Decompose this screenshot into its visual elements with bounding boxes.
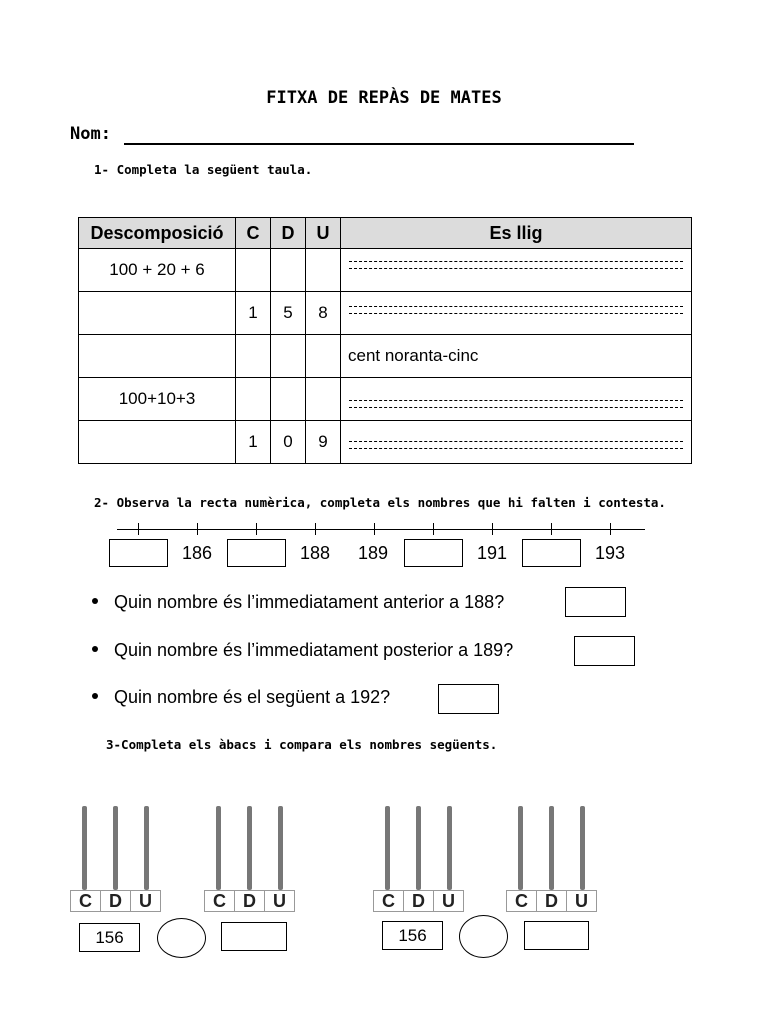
abacus-rod bbox=[144, 806, 149, 890]
cell-d[interactable]: 5 bbox=[271, 292, 306, 335]
abacus-rod bbox=[385, 806, 390, 890]
table-header-row bbox=[79, 218, 692, 249]
cell-c[interactable]: 1 bbox=[236, 421, 271, 464]
cell-u[interactable] bbox=[306, 378, 341, 421]
abacus-number-box[interactable] bbox=[221, 922, 287, 951]
number-line-tick bbox=[551, 523, 552, 535]
header-u: U bbox=[306, 218, 341, 249]
number-line-tick bbox=[374, 523, 375, 535]
cell-descomposicio[interactable] bbox=[79, 292, 236, 335]
question-item bbox=[92, 687, 390, 708]
cell-c[interactable] bbox=[236, 378, 271, 421]
abacus-label-u: U bbox=[264, 890, 295, 912]
question-text: Quin nombre és el següent a 192? bbox=[114, 687, 391, 707]
cell-es-llig[interactable] bbox=[341, 421, 692, 464]
answer-box[interactable] bbox=[438, 684, 499, 714]
bullet-icon bbox=[92, 598, 98, 604]
abacus-rod bbox=[247, 806, 252, 890]
header-d: D bbox=[271, 218, 306, 249]
abacus-label-d: D bbox=[100, 890, 130, 912]
table-row bbox=[79, 378, 692, 421]
number-line-tick bbox=[433, 523, 434, 535]
cell-c[interactable] bbox=[236, 335, 271, 378]
section1-instruction: 1- Completa la següent taula. bbox=[94, 162, 313, 177]
cell-d[interactable] bbox=[271, 249, 306, 292]
abacus-label-u: U bbox=[130, 890, 161, 912]
section3-instruction: 3-Completa els àbacs i compara els nombres següents. bbox=[106, 737, 498, 752]
cell-u[interactable]: 8 bbox=[306, 292, 341, 335]
abacus-number-box[interactable]: 156 bbox=[382, 921, 443, 950]
cell-es-llig[interactable]: cent noranta-cinc bbox=[341, 335, 692, 378]
comparison-circle[interactable] bbox=[157, 918, 206, 958]
question-text: Quin nombre és l’immediatament anterior a 188? bbox=[114, 592, 505, 612]
name-field-line[interactable] bbox=[124, 143, 634, 145]
abacus-base bbox=[506, 890, 597, 912]
abacus-label-c: C bbox=[70, 890, 100, 912]
number-line-tick bbox=[492, 523, 493, 535]
decomposition-table bbox=[78, 217, 692, 464]
cell-es-llig[interactable] bbox=[341, 378, 692, 421]
answer-line bbox=[349, 441, 683, 449]
abacus-rod bbox=[518, 806, 523, 890]
answer-box[interactable] bbox=[574, 636, 635, 666]
abacus-rod bbox=[416, 806, 421, 890]
abacus-label-c: C bbox=[204, 890, 234, 912]
cell-descomposicio[interactable] bbox=[79, 335, 236, 378]
abacus-rod bbox=[447, 806, 452, 890]
number-line-value: 191 bbox=[477, 543, 508, 563]
cell-descomposicio[interactable] bbox=[79, 421, 236, 464]
bullet-icon bbox=[92, 646, 98, 652]
number-line-blank[interactable] bbox=[404, 539, 463, 567]
question-text: Quin nombre és l’immediatament posterior a 189? bbox=[114, 640, 514, 660]
comparison-circle[interactable] bbox=[459, 915, 508, 958]
cell-c[interactable]: 1 bbox=[236, 292, 271, 335]
section2-instruction: 2- Observa la recta numèrica, completa els nombres que hi falten i contesta. bbox=[94, 495, 666, 510]
number-line-tick bbox=[256, 523, 257, 535]
abacus-rod bbox=[216, 806, 221, 890]
cell-es-llig[interactable] bbox=[341, 292, 692, 335]
number-line-tick bbox=[138, 523, 139, 535]
cell-d[interactable]: 0 bbox=[271, 421, 306, 464]
question-item bbox=[92, 592, 504, 613]
abacus-rod bbox=[549, 806, 554, 890]
abacus-rod bbox=[278, 806, 283, 890]
abacus-rod bbox=[113, 806, 118, 890]
question-item bbox=[92, 640, 513, 661]
abacus-label-d: D bbox=[403, 890, 433, 912]
abacus-number-box[interactable]: 156 bbox=[79, 923, 140, 952]
number-line-value: 193 bbox=[595, 543, 626, 563]
cell-c[interactable] bbox=[236, 249, 271, 292]
number-line-value: 189 bbox=[358, 543, 389, 563]
table-row bbox=[79, 249, 692, 292]
cell-u[interactable]: 9 bbox=[306, 421, 341, 464]
name-label: Nom: bbox=[70, 124, 111, 144]
bullet-icon bbox=[92, 693, 98, 699]
table-row bbox=[79, 292, 692, 335]
cell-d[interactable] bbox=[271, 378, 306, 421]
abacus-label-c: C bbox=[506, 890, 536, 912]
abacus-label-u: U bbox=[433, 890, 464, 912]
number-line-blank[interactable] bbox=[522, 539, 581, 567]
cell-es-llig[interactable] bbox=[341, 249, 692, 292]
answer-line bbox=[349, 400, 683, 408]
number-line-tick bbox=[610, 523, 611, 535]
abacus-number-box[interactable] bbox=[524, 921, 589, 950]
page-title: FITXA DE REPÀS DE MATES bbox=[266, 88, 502, 108]
number-line-value: 188 bbox=[300, 543, 331, 563]
cell-d[interactable] bbox=[271, 335, 306, 378]
answer-box[interactable] bbox=[565, 587, 626, 617]
abacus-rod bbox=[580, 806, 585, 890]
number-line-blank[interactable] bbox=[109, 539, 168, 567]
header-c: C bbox=[236, 218, 271, 249]
number-line-tick bbox=[197, 523, 198, 535]
answer-line bbox=[349, 261, 683, 269]
header-es-llig: Es llig bbox=[341, 218, 692, 249]
cell-u[interactable] bbox=[306, 335, 341, 378]
abacus-base bbox=[204, 890, 295, 912]
abacus-label-c: C bbox=[373, 890, 403, 912]
answer-line bbox=[349, 306, 683, 314]
table-row bbox=[79, 421, 692, 464]
abacus-label-d: D bbox=[234, 890, 264, 912]
abacus-base bbox=[373, 890, 464, 912]
number-line-value: 186 bbox=[182, 543, 213, 563]
table-row bbox=[79, 335, 692, 378]
abacus-label-d: D bbox=[536, 890, 566, 912]
cell-descomposicio[interactable]: 100 + 20 + 6 bbox=[79, 249, 236, 292]
number-line-tick bbox=[315, 523, 316, 535]
cell-descomposicio[interactable]: 100+10+3 bbox=[79, 378, 236, 421]
number-line-blank[interactable] bbox=[227, 539, 286, 567]
header-descomposicio: Descomposició bbox=[79, 218, 236, 249]
cell-u[interactable] bbox=[306, 249, 341, 292]
abacus-rod bbox=[82, 806, 87, 890]
abacus-base bbox=[70, 890, 161, 912]
abacus-label-u: U bbox=[566, 890, 597, 912]
